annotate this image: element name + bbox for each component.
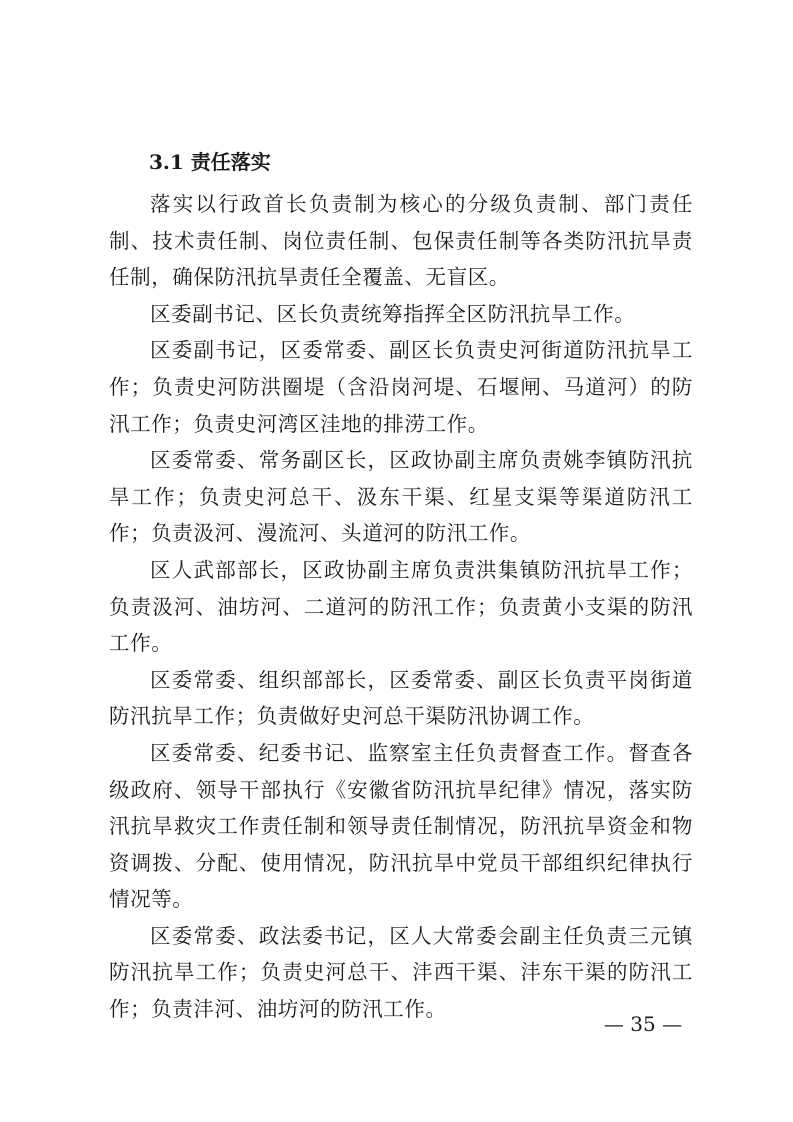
paragraph-supervision: 区委常委、纪委书记、监察室主任负责督查工作。督查各级政府、领导干部执行《安徽省防汛抗旱纪律》情况，落实防汛抗旱救灾工作责任制和领导责任制情况，防汛抗旱资金和物资调拨、分配、使用情况，防汛抗旱中党员干部组织纪律执行情况等。 (109, 740, 693, 912)
paragraph-shihe-street: 区委副书记，区委常委、副区长负责史河街道防汛抗旱工作；负责史河防洪圈堤（含沿岗河堤、石堰闸、马道河）的防汛工作；负责史河湾区洼地的排涝工作。 (109, 338, 693, 436)
paragraph-yaoli-town: 区委常委、常务副区长，区政协副主席负责姚李镇防汛抗旱工作；负责史河总干、汲东干渠、红星支渠等渠道防汛工作；负责汲河、漫流河、头道河的防汛工作。 (109, 448, 693, 546)
paragraph-district-head: 区委副书记、区长负责统筹指挥全区防汛抗旱工作。 (150, 301, 636, 326)
section-heading: 3.1 责任落实 (149, 150, 271, 174)
page-number: — 35 — (603, 1012, 683, 1036)
paragraph-responsibility-overview: 落实以行政首长负责制为核心的分级负责制、部门责任制、技术责任制、岗位责任制、包保责任制等各类防汛抗旱责任制，确保防汛抗旱责任全覆盖、无盲区。 (109, 192, 693, 290)
document-body (109, 146, 693, 1028)
paragraph-sanyuan-town: 区委常委、政法委书记，区人大常委会副主任负责三元镇防汛抗旱工作；负责史河总干、沣西干渠、沣东干渠的防汛工作；负责沣河、油坊河的防汛工作。 (109, 923, 693, 1022)
paragraph-pinggang-street: 区委常委、组织部部长，区委常委、副区长负责平岗街道防汛抗旱工作；负责做好史河总干渠防汛协调工作。 (109, 667, 693, 729)
paragraph-hongji-town: 区人武部部长，区政协副主席负责洪集镇防汛抗旱工作；负责汲河、油坊河、二道河的防汛工作；负责黄小支渠的防汛工作。 (109, 557, 693, 656)
